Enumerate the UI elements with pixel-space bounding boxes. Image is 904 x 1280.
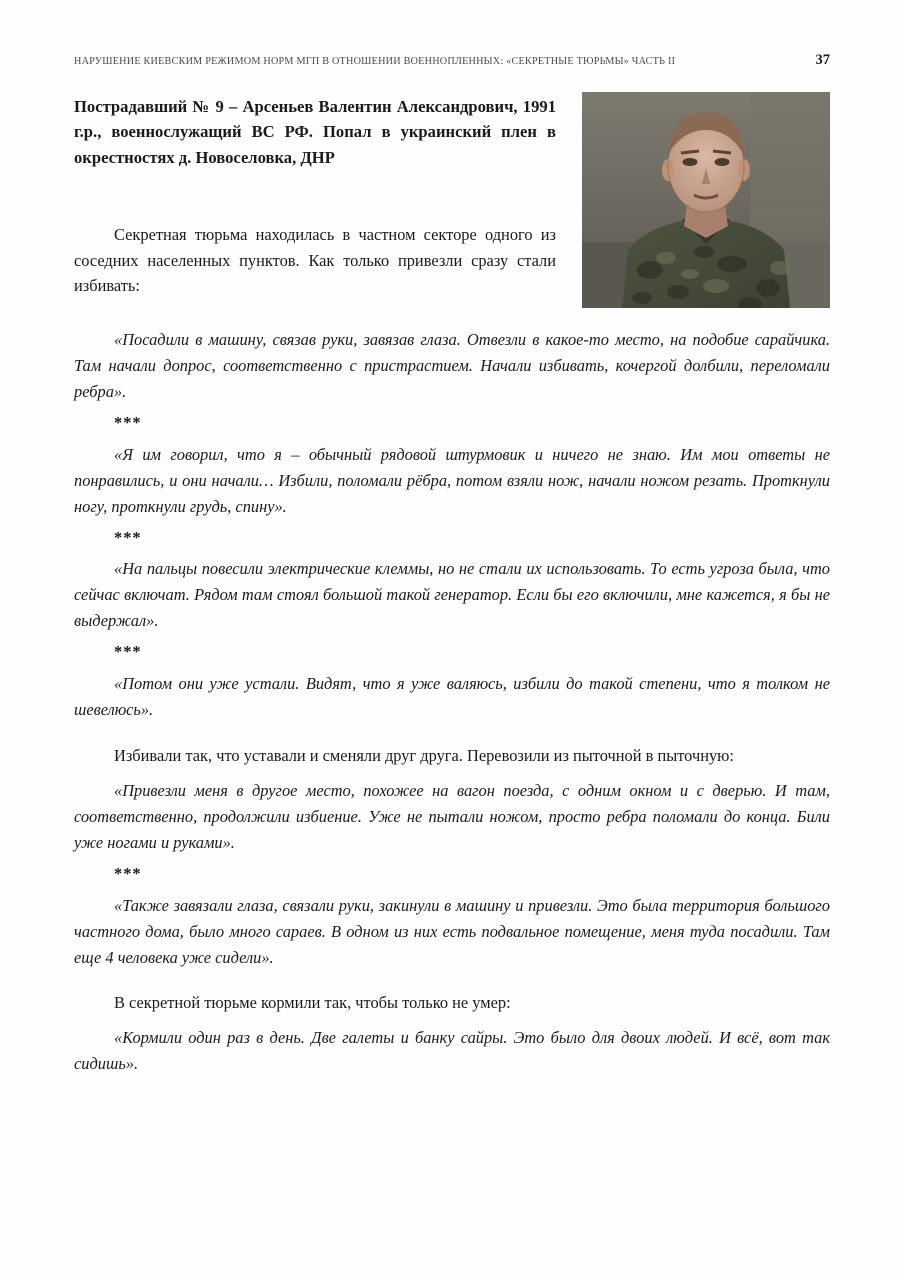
quote-paragraph: «Привезли меня в другое место, похожее на вагон поезда, с одним окном и с дверью. И там, соответственно, продолжили избиение. Уже не пытали ножом, просто ребра поломали до конца. Били уже ногами и руками». [74,780,830,852]
article-body [74,318,830,1077]
quote-paragraph: «Кормили один раз в день. Две галеты и банку сайры. Это было для двоих людей. И всё, вот так сидишь». [74,1028,830,1074]
page-content [74,0,830,1280]
section-separator: *** [114,863,142,883]
quote-paragraph: «Посадили в машину, связав руки, завязав глаза. Отвезли в какое-то место, на подобие сарайчика. Там начали допрос, соответственно с пристрастием. Начали избивать, кочергой долбили, переломали ребра». [74,330,830,401]
running-head [74,52,830,69]
quote-paragraph: «На пальцы повесили электрические клеммы, но не стали их использовать. То есть угроза была, что сейчас включат. Рядом там стоял большой такой генератор. Если бы его включили, мне кажется, я бы не выдержал». [74,559,830,631]
intro-paragraph: Секретная тюрьма находилась в частном секторе одного из соседних населенных пунктов. Как только привезли сразу стали избивать: [74,225,556,296]
victim-heading: Пострадавший № 9 – Арсеньев Валентин Александрович, 1991 г.р., военнослужащий ВС РФ. Попал в украинский плен в окрестностях д. Новоселовка, ДНР [74,97,556,167]
running-head-title: НАРУШЕНИЕ КИЕВСКИМ РЕЖИМОМ НОРМ МГП В ОТНОШЕНИИ ВОЕННОПЛЕННЫХ: «СЕКРЕТНЫЕ ТЮРЬМЫ» ЧАСТЬ II [74,56,676,67]
quote-paragraph: «Потом они уже устали. Видят, что я уже валяюсь, избили до такой степени, что я толком не шевелюсь». [74,674,830,720]
page-number: 37 [815,52,830,68]
body-paragraph: В секретной тюрьме кормили так, чтобы только не умер: [114,993,511,1013]
section-separator: *** [114,412,142,432]
section-separator: *** [114,527,142,547]
victim-photograph [582,92,830,308]
body-paragraph: Избивали так, что уставали и сменяли друг друга. Перевозили из пыточной в пыточную: [114,746,734,766]
quote-paragraph: «Я им говорил, что я – обычный рядовой штурмовик и ничего не знаю. Им мои ответы не понравились, и они начали… Избили, поломали рёбра, потом взяли нож, начали ножом резать. Проткнули ногу, проткнули грудь, спину». [74,444,830,516]
quote-paragraph: «Также завязали глаза, связали руки, закинули в машину и привезли. Это была территория большого частного дома, было много сараев. В одном из них есть подвальное помещение, меня туда посадили. Там еще 4 человека уже сидели». [74,895,830,967]
section-separator: *** [114,642,142,662]
